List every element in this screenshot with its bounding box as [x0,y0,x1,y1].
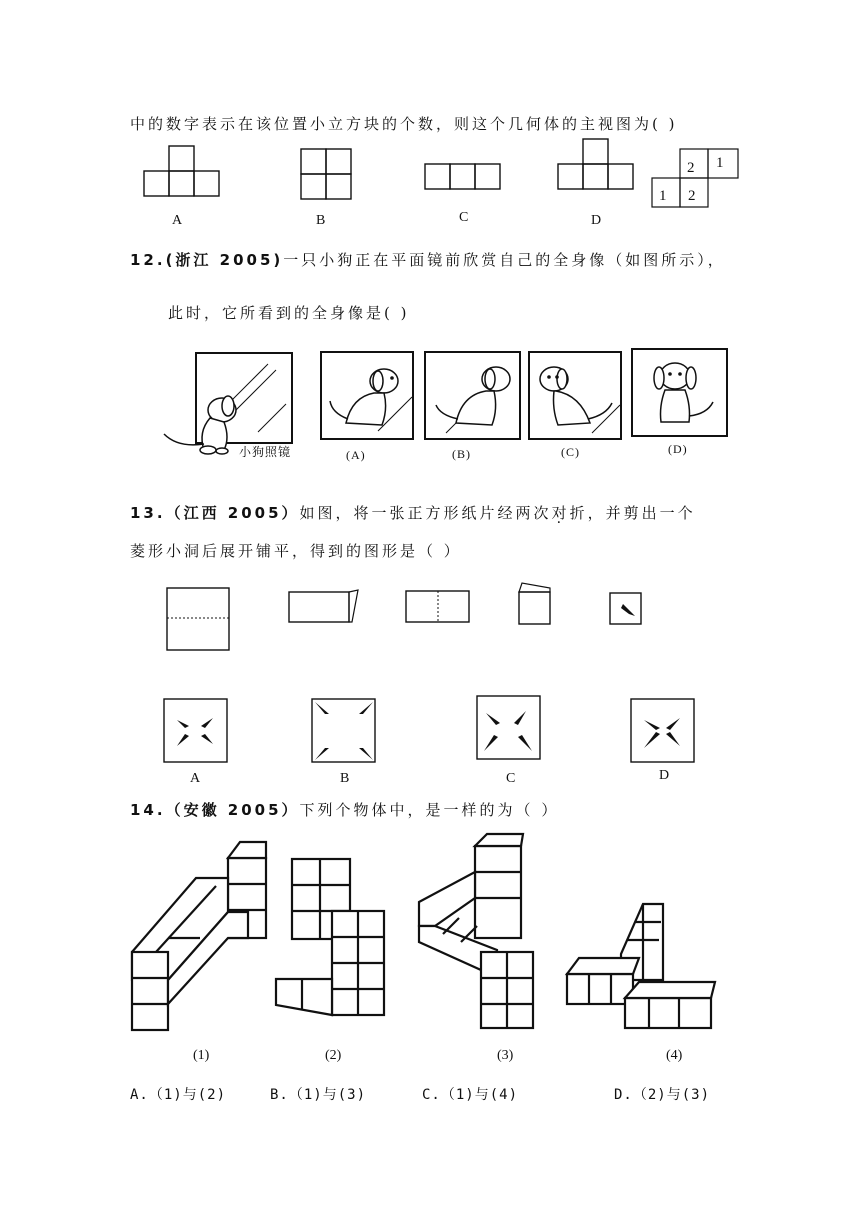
dog-caption: 小狗照镜 [239,445,292,459]
cube-figure-2 [272,855,390,1021]
grid-number: 2 [687,160,695,176]
dog-a-icon [322,353,416,442]
fold-step-3 [405,590,471,624]
q13-option-c-label: C [506,771,516,786]
q13-line2: 菱形小洞后展开铺平，得到的图形是（ ） [130,542,462,560]
q11-option-d-label: D [591,213,602,228]
q14-answer-c: C.（1)与(4) [422,1087,519,1103]
dog-option-b-frame [424,351,521,440]
cube-figure-1 [128,838,270,1034]
grid-number: 2 [688,188,696,204]
q12-number: 12.(浙江 2005) [130,251,284,269]
q12-line1-text: 一只小狗正在平面镜前欣赏自己的全身像（如图所示）， [283,251,726,269]
dog-option-c-frame [528,351,622,440]
cube-figure-3-label: (3) [497,1048,514,1063]
dog-option-a-label: (A) [346,448,366,462]
q13-option-d-label: D [659,768,670,783]
q14-answer-b: B.（1)与(3) [270,1087,367,1103]
q11-option-c-label: C [459,210,469,225]
dog-option-c-label: (C) [561,445,580,459]
q13-option-a-figure [163,698,229,764]
grid-number: 1 [716,155,724,171]
q13-line1-b: ，并剪出一个 [587,504,696,522]
dog-c-icon [530,353,624,442]
q11-option-b-figure [300,148,354,202]
q14-line1 [130,799,559,820]
q14-answer-d: D.（2)与(3) [614,1087,711,1103]
cube-figure-2-label: (2) [325,1048,342,1063]
fold-step-5 [609,592,643,626]
q14-answer-a: A.（1)与(2) [130,1087,227,1103]
fold-step-2 [288,589,360,625]
q11-option-b-label: B [316,213,326,228]
q13-option-d-figure [630,698,696,764]
q13-option-c-figure [476,695,542,761]
dog-option-d-frame [631,348,728,437]
q11-option-a-figure [143,146,223,198]
dog-option-b-label: (B) [452,447,471,461]
cube-figure-4 [563,900,719,1030]
q14-number: 14.（安徽 2005） [130,801,300,819]
q12-line2: 此时，它所看到的全身像是( ) [168,304,410,322]
q13-line1-a: 如图，将一张正方形纸片经两次 [299,504,552,522]
dog-b-icon [426,353,523,442]
q11-option-d-figure [557,139,637,191]
cube-figure-4-label: (4) [666,1048,683,1063]
fold-step-4 [518,582,554,626]
cube-figure-1-label: (1) [193,1048,210,1063]
q13-option-b-figure [311,698,377,764]
q13-number: 13.（江西 2005） [130,504,300,522]
cube-figure-3 [415,830,541,1032]
q14-line1-text: 下列个物体中，是一样的为（ ） [299,801,560,819]
q13-line1 [130,502,696,523]
q13-option-a-label: A [190,771,201,786]
q11-option-a-label: A [172,213,183,228]
q13-emphasis: 对折 [551,504,588,522]
q11-option-c-figure [424,163,504,191]
dog-d-icon [633,350,730,439]
q11-text: 中的数字表示在该位置小立方块的个数，则这个几何体的主视图为( ) [130,115,678,133]
q12-line1 [130,249,726,270]
q13-option-b-label: B [340,771,350,786]
fold-step-1 [166,587,230,651]
grid-number: 1 [659,188,667,204]
dog-option-d-label: (D) [668,442,688,456]
dog-option-a-frame [320,351,414,440]
